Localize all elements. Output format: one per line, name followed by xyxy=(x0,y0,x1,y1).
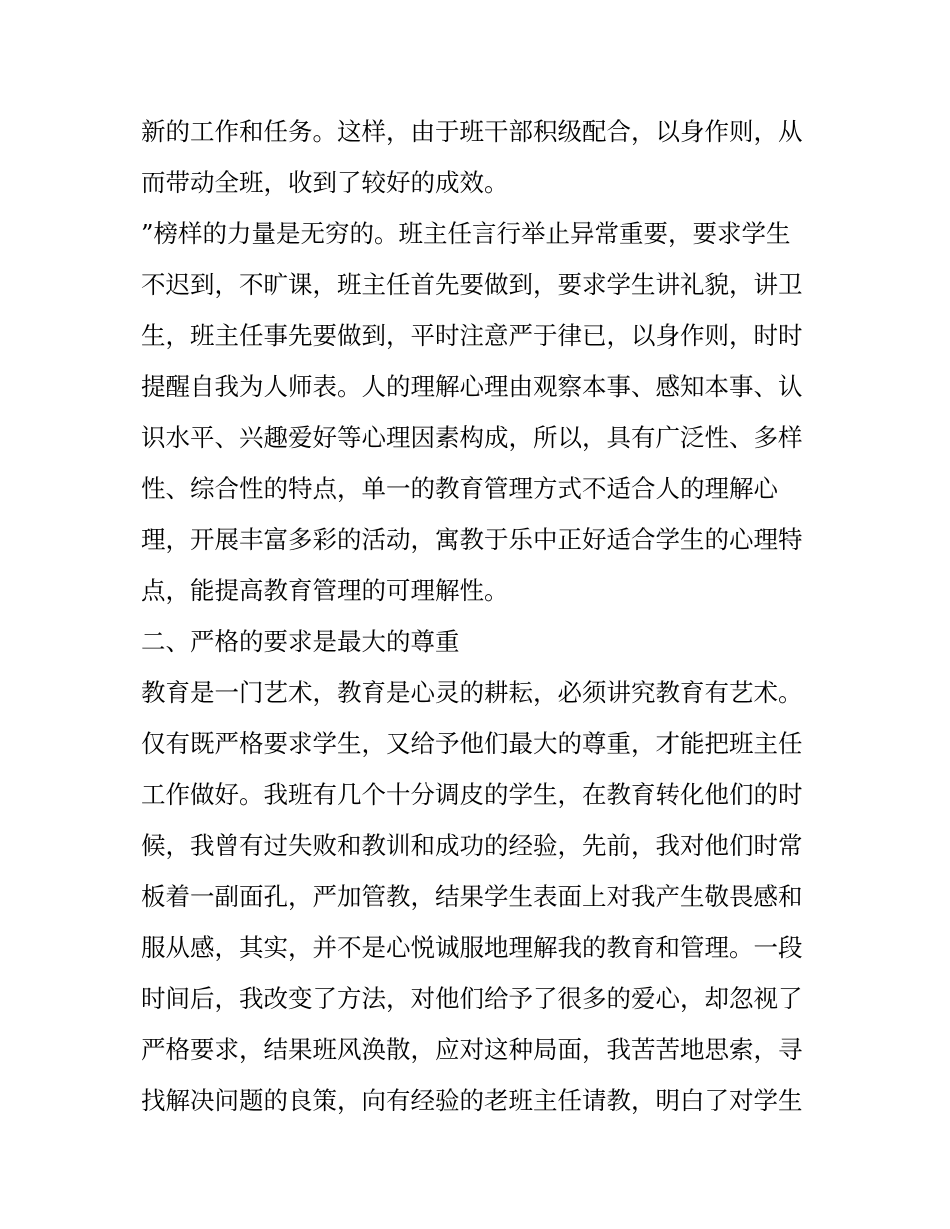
section-heading: 二、严格的要求是最大的尊重 xyxy=(141,627,460,656)
text-line: 时间后，我改变了方法，对他们给予了很多的爱心，却忽视了 xyxy=(141,984,803,1013)
text-line: 新的工作和任务。这样，由于班干部积级配合，以身作则，从 xyxy=(141,117,803,146)
text-line: 提醒自我为人师表。人的理解心理由观察本事、感知本事、认 xyxy=(141,372,803,401)
text-line: 理，开展丰富多彩的活动，寓教于乐中正好适合学生的心理特 xyxy=(141,525,803,554)
text-line: 服从感，其实，并不是心悦诚服地理解我的教育和管理。一段 xyxy=(141,933,803,962)
text-line: 教育是一门艺术，教育是心灵的耕耘，必须讲究教育有艺术。 xyxy=(141,678,803,707)
text-line: 生，班主任事先要做到，平时注意严于律已，以身作则，时时 xyxy=(141,321,803,350)
text-line: 候，我曾有过失败和教训和成功的经验，先前，我对他们时常 xyxy=(141,831,803,860)
text-line: 板着一副面孔，严加管教，结果学生表面上对我产生敬畏感和 xyxy=(141,882,803,911)
text-line: 工作做好。我班有几个十分调皮的学生，在教育转化他们的时 xyxy=(141,780,803,809)
text-line: 不迟到，不旷课，班主任首先要做到，要求学生讲礼貌，讲卫 xyxy=(141,270,803,299)
text-line: 严格要求，结果班风涣散，应对这种局面，我苦苦地思索，寻 xyxy=(141,1035,803,1064)
document-body xyxy=(141,106,821,1126)
text-line: 点，能提高教育管理的可理解性。 xyxy=(141,576,509,605)
text-line: 识水平、兴趣爱好等心理因素构成，所以，具有广泛性、多样 xyxy=(141,423,803,452)
text-line: ”榜样的力量是无穷的。班主任言行举止异常重要，要求学生 xyxy=(141,219,791,248)
text-line: 而带动全班，收到了较好的成效。 xyxy=(141,168,509,197)
text-line: 仅有既严格要求学生，又给予他们最大的尊重，才能把班主任 xyxy=(141,729,803,758)
text-line: 找解决问题的良策，向有经验的老班主任请教，明白了对学生 xyxy=(141,1086,803,1115)
text-line: 性、综合性的特点，单一的教育管理方式不适合人的理解心 xyxy=(141,474,778,503)
